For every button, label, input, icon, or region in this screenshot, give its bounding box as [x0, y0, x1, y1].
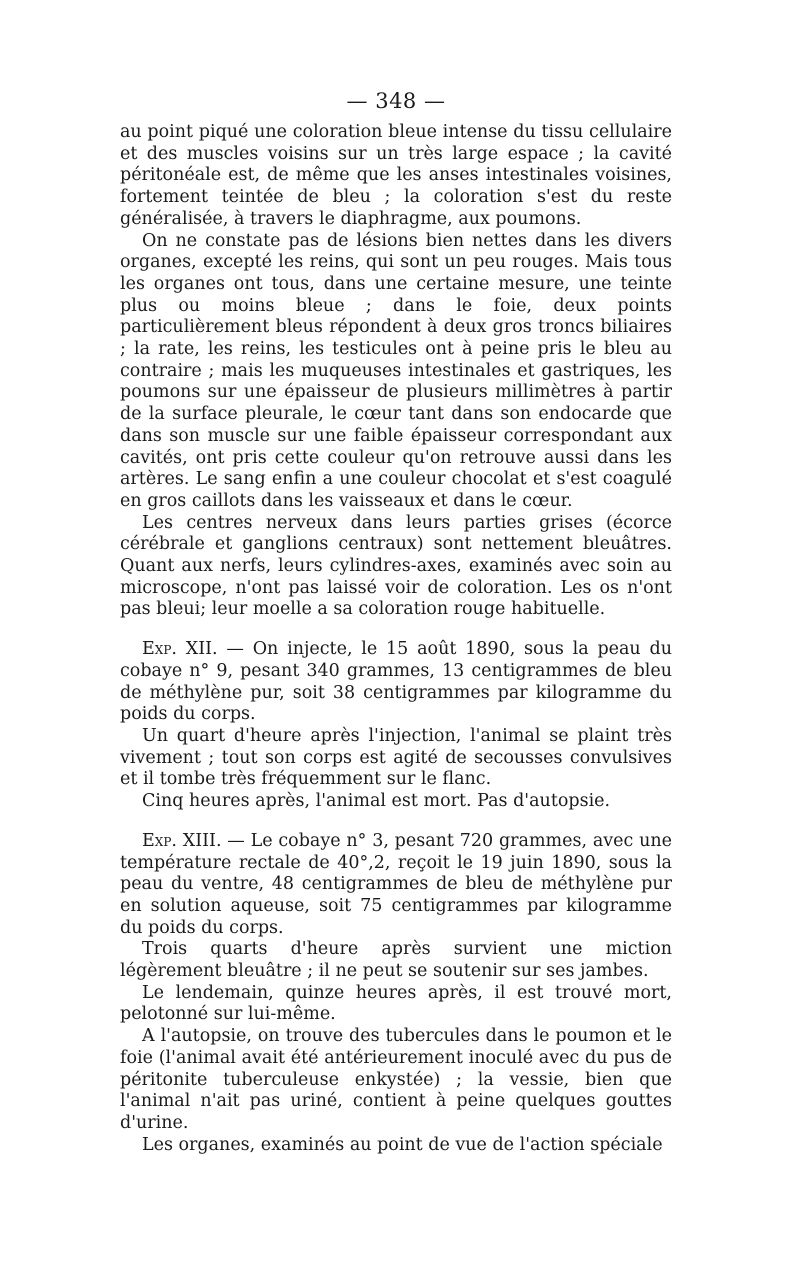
paragraph: Le lendemain, quinze heures après, il est trouvé mort, pelotonné sur lui-même.	[120, 982, 672, 1025]
section-exp-xiii	[120, 831, 672, 1157]
book-page	[120, 88, 672, 1156]
paragraph: Les centres nerveux dans leurs parties grises (écorce cérébrale et ganglions centraux) sont nettement bleuâtres. Quant aux nerfs, leurs cylindres-axes, examinés avec soin au microscope, n'ont pas laissé voir de coloration. Les os n'ont pas bleui; leur moelle a sa coloration rouge habituelle.	[120, 512, 672, 620]
page-body	[120, 122, 672, 1156]
paragraph-text: Le cobaye n° 3, pesant 720 grammes, avec une température rectale de 40°,2, reçoit le 19 juin 1890, sous la peau du ventre, 48 centigrammes de bleu de méthylène pur en solution aqueuse, soit 75 centigrammes par kilogramme du poids du corps.	[120, 830, 672, 938]
paragraph	[120, 639, 672, 726]
paragraph-text: On injecte, le 15 août 1890, sous la peau du cobaye n° 9, pesant 340 grammes, 13 centigrammes de bleu de méthylène pur, soit 38 centigrammes par kilogramme du poids du corps.	[120, 639, 672, 725]
paragraph	[120, 831, 672, 940]
paragraph: Cinq heures après, l'animal est mort. Pas d'autopsie.	[142, 791, 611, 812]
experiment-label: Exp. XIII. —	[142, 830, 245, 851]
paragraph: au point piqué une coloration bleue intense du tissu cellulaire et des muscles voisins sur un très large espace ; la cavité péritonéale est, de même que les anses intestinales voisines, fortement teintée de bleu ; la coloration s'est du reste généralisée, à travers le diaphragme, aux poumons.	[120, 122, 672, 229]
paragraph: Les organes, examinés au point de vue de l'action spéciale	[142, 1134, 663, 1155]
paragraph: A l'autopsie, on trouve des tubercules dans le poumon et le foie (l'animal avait été antérieurement inoculé avec du pus de péritonite tuberculeuse enkystée) ; la vessie, bien que l'animal n'ait pas uriné, contient à peine quelques gouttes d'urine.	[120, 1026, 672, 1133]
paragraph: Un quart d'heure après l'injection, l'animal se plaint très vivement ; tout son corps est agité de secousses convulsives et il tombe très fréquemment sur le flanc.	[120, 725, 672, 790]
page-number: — 348 —	[346, 89, 446, 113]
section-continuation	[120, 122, 672, 621]
section-exp-xii	[120, 639, 672, 813]
experiment-label: Exp. XII. —	[142, 639, 244, 660]
paragraph: On ne constate pas de lésions bien nettes dans les divers organes, excepté les reins, qui sont un peu rouges. Mais tous les organes ont tous, dans une certaine mesure, une teinte plus ou moins bleue ; dans le foie, deux points particulièrement bleus répondent à deux gros troncs biliaires ; la rate, les reins, les testicules ont à peine pris le bleu au contraire ; mais les muqueuses intestinales et gastriques, les poumons sur une épaisseur de plusieurs millimètres à partir de la surface pleurale, le cœur tant dans son endocarde que dans son muscle sur une faible épaisseur correspondant aux cavités, ont pris cette couleur qu'on retrouve aussi dans les artères. Le sang enfin a une couleur chocolat et s'est coagulé en gros caillots dans les vaisseaux et dans le cœur.	[120, 230, 672, 511]
paragraph: Trois quarts d'heure après survient une miction légèrement bleuâtre ; il ne peut se soutenir sur ses jambes.	[120, 939, 672, 982]
